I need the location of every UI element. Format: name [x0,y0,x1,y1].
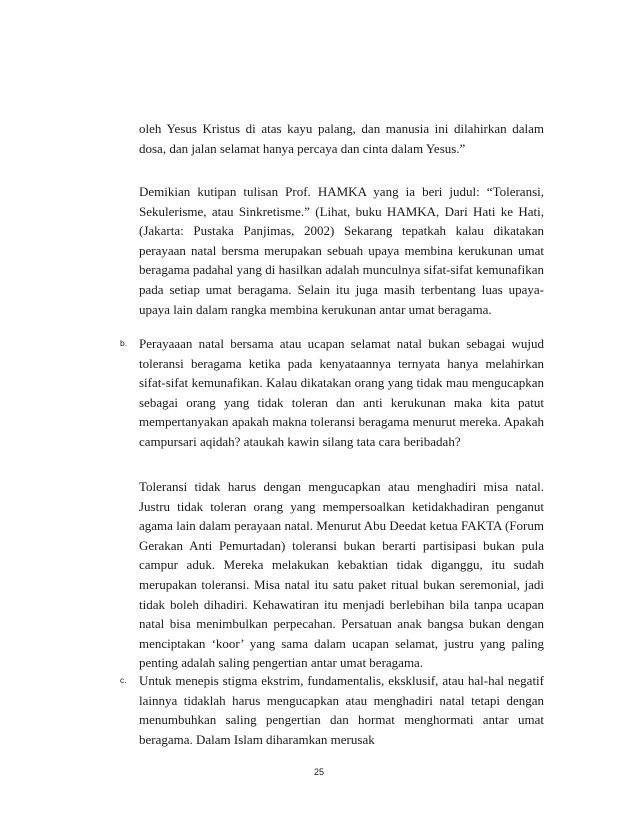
paragraph-toleransi: Toleransi tidak harus dengan mengucapkan atau menghadiri misa natal. Justru tidak toleran orang yang mempersoalkan ketidakhadiran penganut agama lain dalam perayaan natal. Menurut Abu Deedat ketua FAKTA (Forum Gerakan Anti Pemurtadan) toleransi bukan berarti partisipasi bukan pula campur aduk. Mereka melakukan kebaktian tidak diganggu, itu sudah merupakan toleransi. Misa natal itu satu paket ritual bukan seremonial, jadi tidak boleh dihadiri. Kehawatiran itu menjadi berlebihan bila tanpa ucapan natal bisa menimbulkan perpecahan. Persatuan anak bangsa bukan dengan menciptakan ‘koor’ yang sama dalam ucapan selamat, justru yang paling penting adalah saling pengertian antar umat beragama. [139,479,544,671]
list-marker-c: c. [120,675,127,685]
paragraph-hamka-quote: Demikian kutipan tulisan Prof. HAMKA yang ia beri judul: “Toleransi, Sekulerisme, atau Sinkretisme.” (Lihat, buku HAMKA, Dari Hati ke Hati, (Jakarta: Pustaka Panjimas, 2002) Sekarang tepatkah kalau dikatakan perayaan natal bersma merupakan sebuah upaya membina kerukunan umat beragama padahal yang di hasilkan adalah munculnya sifat-sifat kemunafikan pada setiap umat beragama. Selain itu juga masih terbentang luas upaya-upaya lain dalam rangka membina kerukunan antar umat beragama. [139,184,544,317]
paragraph-item-b: Perayaaan natal bersama atau ucapan selamat natal bukan sebagai wujud toleransi beragama ketika pada kenyataannya ternyata hanya melahirkan sifat-sifat kemunafikan. Kalau dikatakan orang yang tidak mau mengucapkan sebagai orang yang tidak toleran dan anti kerukunan maka kita patut mempertanyakan apakah makna toleransi beragama menurut mereka. Apakah campursari aqidah? ataukah kawin silang tata cara beribadah? [139,336,544,449]
page-number: 25 [313,767,324,777]
paragraph-continuation: oleh Yesus Kristus di atas kayu palang, dan manusia ini dilahirkan dalam dosa, dan jalan selamat hanya percaya dan cinta dalam Yesus.” [139,121,544,156]
list-marker-b: b. [120,338,128,348]
paragraph-item-c: Untuk menepis stigma ekstrim, fundamentalis, eksklusif, atau hal-hal negatif lainnya tidaklah harus mengucapkan atau menghadiri natal tetapi dengan menumbuhkan saling pengertian dan hormat menghormati antar umat beragama. Dalam Islam diharamkan merusak [139,673,544,747]
